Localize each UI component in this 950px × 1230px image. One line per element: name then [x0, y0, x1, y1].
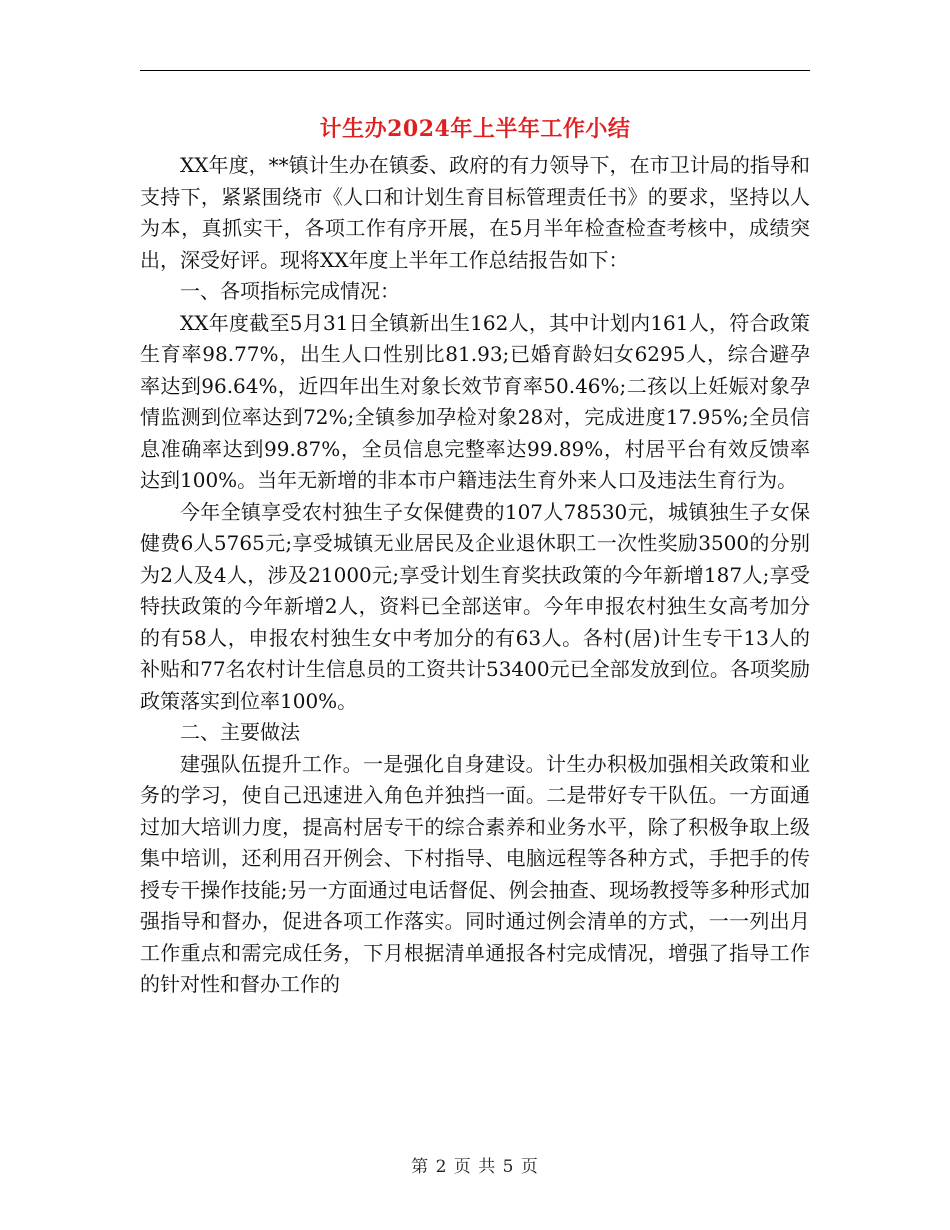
document-title: 计生办2024年上半年工作小结: [319, 116, 631, 142]
section-1-heading: 一、各项指标完成情况：: [180, 279, 400, 303]
intro-paragraph: XX年度，**镇计生办在镇委、政府的有力领导下，在市卫计局的指导和支持下，紧紧围绕市《人口和计划生育目标管理责任书》的要求，坚持以人为本，真抓实干，各项工作有序开展，在5月半年检查检查考核中，成绩突出，深受好评。现将XX年度上半年工作总结报告如下：: [140, 153, 810, 272]
section-1-paragraph-2: 今年全镇享受农村独生子女保健费的107人78530元，城镇独生子女保健费6人5765元;享受城镇无业居民及企业退休职工一次性奖励3500的分别为2人及4人，涉及21000元;享受计划生育奖扶政策的今年新增187人;享受特扶政策的今年新增2人，资料已全部送审。今年申报农村独生女高考加分的有58人，申报农村独生女中考加分的有63人。各村(居)计生专干13人的补贴和77名农村计生信息员的工资共计53400元已全部发放到位。各项奖励政策落实到位率100%。: [140, 499, 810, 713]
header-rule: [140, 70, 810, 71]
section-2-heading: 二、主要做法: [180, 720, 300, 744]
section-1-paragraph-1: XX年度截至5月31日全镇新出生162人，其中计划内161人，符合政策生育率98.77%，出生人口性别比81.93;已婚育龄妇女6295人，综合避孕率达到96.64%，近四年出生对象长效节育率50.46%;二孩以上妊娠对象孕情监测到位率达到72%;全镇参加孕检对象28对，完成进度17.95%;全员信息准确率达到99.87%，全员信息完整率达99.89%，村居平台有效反馈率达到100%。当年无新增的非本市户籍违法生育外来人口及违法生育行为。: [140, 310, 810, 492]
document-body: [140, 150, 810, 1001]
section-2-paragraph-1: 建强队伍提升工作。一是强化自身建设。计生办积极加强相关政策和业务的学习，使自己迅速进入角色并独挡一面。二是带好专干队伍。一方面通过加大培训力度，提高村居专干的综合素养和业务水平，除了积极争取上级集中培训，还利用召开例会、下村指导、电脑远程等各种方式，手把手的传授专干操作技能;另一方面通过电话督促、例会抽查、现场教授等多种形式加强指导和督办，促进各项工作落实。同时通过例会清单的方式，一一列出月工作重点和需完成任务，下月根据清单通报各村完成情况，增强了指导工作的针对性和督办工作的: [140, 751, 810, 996]
page-number-footer: 第 2 页 共 5 页: [411, 1157, 539, 1177]
